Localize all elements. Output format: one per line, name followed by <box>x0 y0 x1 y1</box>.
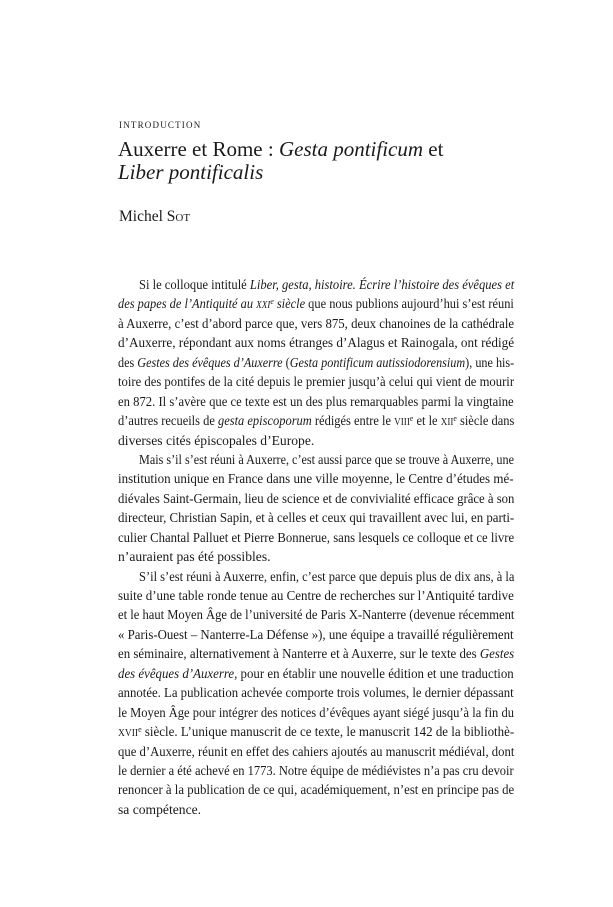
italic-text: des papes de l’Antiquité au <box>118 296 257 312</box>
text-segment: pour en établir une nouvelle édition et une traduction <box>237 665 514 681</box>
text-line <box>118 275 514 294</box>
text-line <box>118 431 514 450</box>
text-line <box>118 528 514 547</box>
text-line <box>118 703 514 722</box>
text-line <box>118 664 514 683</box>
text-segment: diverses cités épiscopales d’Europe. <box>118 432 315 448</box>
text-segment: suite d’une table ronde tenue au Centre de recherches sur l’Antiquité tardive <box>118 588 514 603</box>
paragraph <box>118 450 514 567</box>
text-line <box>118 722 514 741</box>
text-segment: à Auxerre, c’est d’abord parce que, vers 875, deux chanoines de la cathédrale <box>118 315 515 331</box>
text-line <box>118 411 514 430</box>
italic-text: gesta episcoporum <box>217 413 312 429</box>
text-line <box>118 605 514 624</box>
text-segment: le Moyen Âge pour intégrer des notices d’évêques ayant siégé jusqu’à la fin du <box>118 704 514 720</box>
text-segment: d’autres recueils de <box>118 413 218 429</box>
superscript: e <box>409 413 414 424</box>
text-segment: S’il s’est réuni à Auxerre, enfin, c’est parce que depuis plus de dix ans, à la <box>139 568 515 584</box>
text-line <box>118 644 514 663</box>
text-segment: renoncer à la publication de ce qui, académiquement, n’est en principe pas de <box>118 782 515 798</box>
text-line <box>118 469 514 488</box>
text-line <box>118 450 514 469</box>
text-segment: diévales Saint-Germain, lieu de science et de convivialité efficace grâce à son <box>118 490 515 506</box>
text-segment: siècle dans <box>456 413 515 429</box>
body-text <box>118 275 514 819</box>
paragraph <box>118 567 514 820</box>
text-segment: xii <box>440 413 454 429</box>
italic-text: des évêques d’Auxerre, <box>118 665 238 681</box>
text-segment: annotée. La publication achevée comporte trois volumes, le dernier dépassant <box>118 685 514 701</box>
chapter-title <box>118 138 518 184</box>
italic-text: siècle <box>273 296 306 312</box>
author-last: Sot <box>166 208 191 225</box>
text-line <box>118 353 514 372</box>
italic-text: Liber, gesta, histoire. Écrire l’histoire des évêques et <box>249 277 515 292</box>
superscript: e <box>138 724 142 735</box>
text-segment: culier Chantal Palluet et Pierre Bonnerue, sans lesquels ce colloque et ce livre <box>118 529 515 545</box>
text-line <box>118 761 514 780</box>
superscript: e <box>453 413 457 424</box>
text-line <box>118 800 514 819</box>
text-segment: ), une his- <box>465 354 515 370</box>
italic-text: xxi <box>256 296 271 312</box>
text-segment: directeur, Christian Sapin, et à celles et ceux qui travaillent avec lui, en parti- <box>118 510 515 526</box>
text-line <box>118 294 514 313</box>
text-segment: sa compétence. <box>118 801 202 817</box>
text-segment: d’Auxerre, répondant aux noms étranges d’Alagus et Rainogala, ont rédigé <box>118 335 515 351</box>
text-segment: viii <box>394 413 410 429</box>
title-plain: Auxerre et Rome : <box>118 137 279 161</box>
section-label: introduction <box>119 117 202 131</box>
text-segment: toire des pontifes de la cité depuis le premier jusqu’à celui qui vient de mourir <box>118 374 515 390</box>
text-segment: en séminaire, alternativement à Nanterre et à Auxerre, sur le texte des <box>118 646 480 662</box>
text-segment: que d’Auxerre, réunit en effet des cahiers ajoutés au manuscrit médiéval, dont <box>118 743 515 759</box>
text-line <box>118 489 514 508</box>
italic-text: Gestes des évêques d’Auxerre <box>137 354 283 370</box>
title-italic-liber: Liber pontificalis <box>118 160 264 184</box>
text-segment: Mais s’il s’est réuni à Auxerre, c’est aussi parce que se trouve à Auxerre, une <box>139 451 514 467</box>
text-segment: xvii <box>118 724 139 740</box>
italic-text: Gestes <box>479 646 515 662</box>
text-segment: et le <box>413 413 441 429</box>
text-line <box>118 567 514 586</box>
text-segment: Si le colloque intitulé <box>139 277 250 292</box>
text-line <box>118 333 514 352</box>
text-segment: en 872. Il s’avère que ce texte est un des plus remarquables parmi la vingtaine <box>118 393 514 409</box>
text-segment: rédigés entre le <box>311 413 395 429</box>
author-name <box>119 208 190 226</box>
italic-text: Gesta pontificum autissiodorensium <box>289 354 466 370</box>
text-line <box>118 683 514 702</box>
text-segment: « Paris-Ouest – Nanterre-La Défense »), une équipe a travaillé régulièrement <box>118 626 514 642</box>
text-segment: et le haut Moyen Âge de l’université de Paris X-Nanterre (devenue récemment <box>118 607 515 623</box>
text-segment: le dernier a été achevé en 1773. Notre équipe de médiévistes n’a pas cru devoir <box>118 762 514 778</box>
text-line <box>118 625 514 644</box>
superscript: e <box>270 296 274 307</box>
text-line <box>118 780 514 799</box>
author-first: Michel <box>119 208 167 225</box>
text-line <box>118 547 514 566</box>
text-line <box>118 392 514 411</box>
text-segment: siècle. L’unique manuscrit de ce texte, le manuscrit 142 de la bibliothè- <box>141 724 515 740</box>
title-mid: et <box>423 137 444 161</box>
text-line <box>118 586 514 605</box>
title-italic-gesta: Gesta pontificum <box>278 137 424 161</box>
text-segment: n’auraient pas été possibles. <box>118 549 271 565</box>
text-line <box>118 508 514 527</box>
text-line <box>118 314 514 333</box>
text-segment: ( <box>282 354 290 370</box>
text-segment: que nous publions aujourd’hui s’est réuni <box>305 296 514 312</box>
text-line <box>118 372 514 391</box>
text-segment: des <box>118 354 138 370</box>
paragraph <box>118 275 514 450</box>
text-segment: institution unique en France dans une ville moyenne, le Centre d’études mé- <box>118 471 514 487</box>
text-line <box>118 742 514 761</box>
